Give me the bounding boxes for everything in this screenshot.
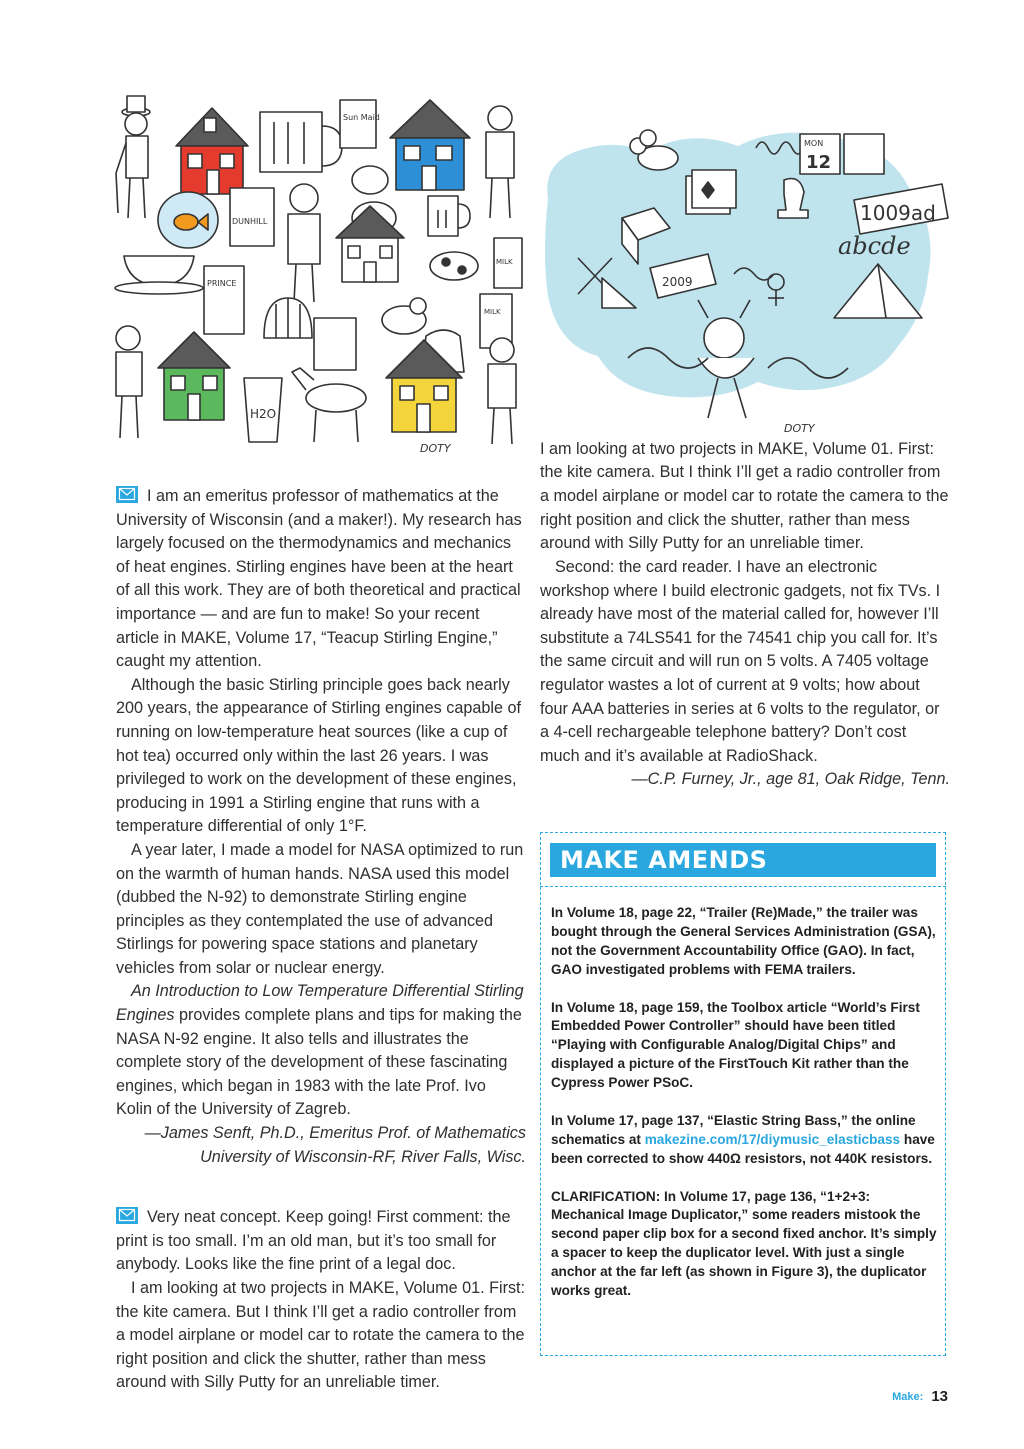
letter1-signature-line2: University of Wisconsin-RF, River Falls, Wisc.	[200, 1147, 526, 1166]
illustration-prince-box	[204, 266, 244, 334]
elasticbass-link[interactable]: makezine.com/17/diymusic_elasticbass	[644, 1131, 901, 1147]
illustration-man-glasses	[116, 326, 142, 438]
letter1-signature-line1: —James Senft, Ph.D., Emeritus Prof. of Mathematics	[144, 1124, 526, 1143]
amends-item-3-after: have been corrected to show 440Ω resistors, not 440K resistors.	[551, 1131, 935, 1166]
svg-text:DUNHILL: DUNHILL	[232, 217, 268, 226]
footer-brand: Make:	[892, 1391, 924, 1403]
letter2-text-2-cont: I am looking at two projects in MAKE, Volume 01. First: the kite camera. But I think I’ll get a radio controller from a model airplane or model car to rotate the camera to the right position and click the shutter, rather than mess around with Silly Putty for an unreliable timer.	[540, 439, 949, 553]
letter2-paragraph-2-cont	[540, 438, 950, 556]
illustration-beer-mug	[260, 112, 342, 172]
illustration-man-hat	[116, 96, 150, 218]
illustration-green-house	[158, 332, 230, 420]
make-amends-box	[540, 832, 946, 1356]
illustration-houses	[108, 88, 526, 458]
illustration-fishbowl	[158, 192, 218, 248]
letter2-paragraph-1	[116, 1206, 526, 1277]
letter2-text-2: I am looking at two projects in MAKE, Volume 01. First: the kite camera. But I think I’ll get a radio controller from a model airplane or model car to rotate the camera to the right position and click the shutter, rather than mess around with Silly Putty for an unreliable timer.	[116, 1279, 526, 1392]
illustration-raisin-box	[340, 100, 380, 148]
amends-title: MAKE AMENDS	[550, 843, 936, 877]
illustration-farmer-2	[488, 338, 516, 444]
illustration-milk-carton	[494, 238, 522, 288]
year-block-text: 1009ad	[860, 201, 936, 225]
svg-text:MILK: MILK	[496, 258, 513, 266]
illustration-cereal-box	[314, 318, 356, 370]
letter1-paragraph-4	[116, 980, 526, 1122]
amends-item-4: CLARIFICATION: In Volume 17, page 136, “1+2+3: Mechanical Image Duplicator,” some readers mistook the second paper clip box for a second fixed anchor. It’s simply a spacer to keep the duplicator level. With just a single anchor at the far left (as shown in Figure 3), the duplicator works great.	[551, 1188, 937, 1299]
illustration-water-glass	[244, 378, 282, 442]
page-number: 13	[931, 1388, 948, 1405]
ruler-text: 2009	[662, 275, 693, 289]
illustration-cards	[686, 170, 736, 214]
book-title: An Introduction to Low Temperature Differential Stirling Engines	[116, 982, 524, 1025]
illustration-cigarette-pack	[230, 188, 274, 246]
amends-body	[551, 904, 943, 1320]
letter1-paragraph-2: Although the basic Stirling principle goes back nearly 200 years, the appearance of Stirling engines capable of running on low-temperature heat sources (like a cup of hot tea) occurred only within the last 26 years. I was privileged to work on the development of these engines, producing in 1991 a Stirling engine that runs with a temperature differential of only 1°F.	[116, 675, 521, 836]
illustration-red-house	[176, 108, 248, 194]
illustration-dog	[382, 298, 426, 334]
illustration-horse	[292, 368, 366, 442]
amends-item-3	[551, 1112, 943, 1169]
amends-item-3-before: In Volume 17, page 137, “Elastic String Bass,” the online schematics at	[551, 1112, 916, 1147]
letter1-paragraph-1	[116, 485, 526, 674]
letter-gap	[116, 1169, 526, 1199]
page-footer	[892, 1388, 948, 1408]
illustration-blue-house	[390, 100, 470, 190]
amends-divider	[540, 886, 946, 887]
abcde-text: abcde	[838, 232, 911, 260]
illustration-signature-left: DOTY	[420, 442, 451, 455]
svg-text:MILK: MILK	[484, 308, 501, 316]
letters-column-left	[116, 485, 526, 1392]
illustration-cow	[430, 252, 478, 280]
letter-gap-2	[116, 1199, 526, 1206]
calendar-day: MON	[804, 139, 824, 148]
svg-text:PRINCE: PRINCE	[207, 279, 237, 288]
illustration-bearded-man	[288, 184, 320, 302]
illustration-birdcage	[264, 298, 312, 338]
illustration-teacup	[115, 256, 203, 294]
letter1-text-4: provides complete plans and tips for making the NASA N-92 engine. It also tells and illustrates the complete story of the development of these fascinating engines, which began in 1983 with the late Prof. Ivo Kolin of the University of Zagreb.	[116, 1006, 522, 1119]
svg-text:H2O: H2O	[250, 407, 277, 421]
letter1-paragraph-3: A year later, I made a model for NASA optimized to run on the warmth of human hands. NASA used this model (dubbed the N-92) to demonstrate Stirling engine principles as they contemplated the use of advanced Stirlings for powering space stations and planetary vehicles from solar or nuclear energy.	[116, 840, 524, 977]
mail-icon	[116, 486, 138, 503]
mail-icon	[116, 1207, 138, 1224]
svg-text:Sun Maid: Sun Maid	[343, 113, 380, 122]
illustration-signature-right: DOTY	[784, 422, 815, 435]
illustration-farmer	[486, 106, 514, 218]
letters-column-right	[540, 439, 950, 792]
letter1-text-1: I am an emeritus professor of mathematics at the University of Wisconsin (and a maker!). My research has largely focused on the thermodynamics and mechanics of heat engines. Stirling engines have been at the heart of all this work. They are of both theoretical and practical importance — and are fun to make! So your recent article in MAKE, Volume 17, “Teacup Stirling Engine,” caught my attention.	[116, 487, 522, 671]
amends-item-1: In Volume 18, page 22, “Trailer (Re)Made,” the trailer was bought through the General Services Administration (GSA), not the Government Accountability Office (GAO). In fact, GAO investigated problems with FEMA trailers.	[551, 905, 936, 977]
letter2-text-1: Very neat concept. Keep going! First comment: the print is too small. I’m an old man, but it’s too small for anybody. Looks like the fine print of a legal doc.	[116, 1208, 511, 1274]
letter2-signature: —C.P. Furney, Jr., age 81, Oak Ridge, Tenn.	[631, 770, 950, 789]
illustration-abcde	[838, 232, 911, 260]
amends-item-2: In Volume 18, page 159, the Toolbox article “World’s First Embedded Power Controller” should have been titled “Playing with Configurable Analog/Digital Chips” and displayed a picture of the FirstTouch Kit rather than the Cypress Power PSoC.	[551, 999, 920, 1091]
letter2-continuation	[540, 439, 950, 556]
letter2-paragraph-3: Second: the card reader. I have an electronic workshop where I build electronic gadgets, not fix TVs. I already have most of the material called for, however I’ll substitute a 74LS541 for the 74541 chip you call for. It’s the same circuit and will run on 5 volts. A 7405 voltage regulator wastes a lot of current at 9 volts; how about four AAA batteries in series at 6 volts to the regulator, or a 4-cell rechargeable telephone battery? Don’t cost much and it’s available at RadioShack.	[540, 558, 941, 765]
letter2-paragraph-2	[116, 1277, 526, 1392]
illustration-symbols	[538, 88, 956, 458]
calendar-date: 12	[806, 152, 832, 173]
illustration-coffee-mug	[428, 196, 470, 236]
